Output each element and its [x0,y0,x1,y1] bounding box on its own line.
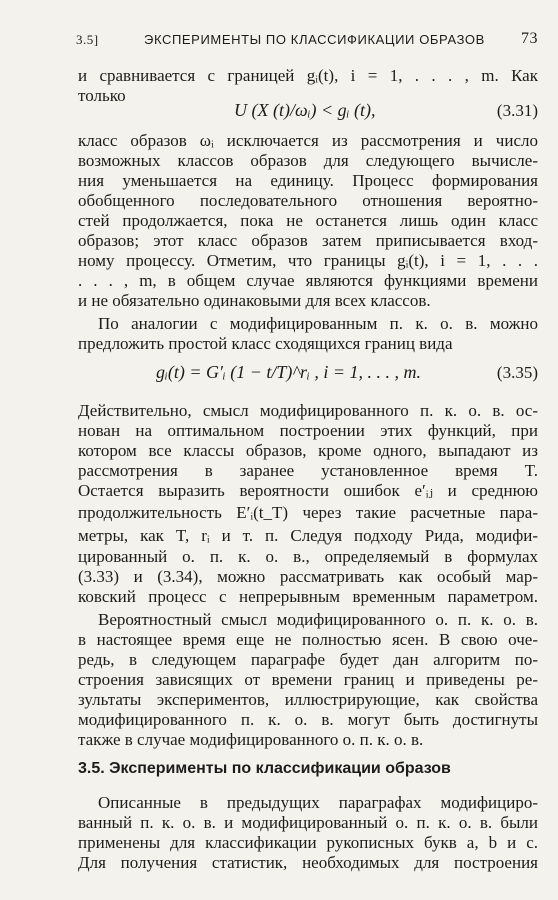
text-line: ному процессу. Отметим, что границы gᵢ(t), i = 1, . . . [78,251,538,270]
text-line: (3.33) и (3.34), можно рассматривать как особый мар- [78,567,538,586]
text-line: класс образов ωᵢ исключается из рассмотрения и число [78,131,538,150]
text-line: ковский процесс с непрерывным временным параметром. [78,587,538,606]
formula-3-35 [78,360,538,390]
text-line: Для получения статистик, необходимых для построения [78,853,538,872]
text-line: рассмотрения в заранее установленное время T. [78,461,538,480]
text-line: котором все классы образов, кроме одного, выпадают из [78,441,538,460]
text-line: нован на оптимальном построении этих функций, при [78,421,538,440]
text-line: редь, в следующем параграфе будет дан алгоритм по- [78,650,538,669]
text-line: Остается выразить вероятности ошибок e′ᵢⱼ и среднюю [78,481,538,500]
header-title: ЭКСПЕРИМЕНТЫ ПО КЛАССИФИКАЦИИ ОБРАЗОВ [144,32,485,47]
text-line: также в случае модифицированного о. п. к. о. в. [78,730,424,749]
text-line: предложить простой класс сходящихся границ вида [78,334,453,353]
text-line: ния уменьшается на единицу. Процесс формирования [78,171,538,190]
formula-expression: gᵢ(t) = G′ᵢ (1 − t/T)^rᵢ , i = 1, . . . , m. [156,362,422,382]
text-line: Действительно, смысл модифицированного п. к. о. в. ос- [78,401,538,420]
text-line: цированный о. п. к. о. в., определяемый в формулах [78,547,538,566]
formula-3-31 [78,98,538,128]
text-line: образов; этот класс образов затем приписывается вход- [78,231,538,250]
text-line: и сравнивается с границей gᵢ(t), i = 1, . . . , m. Как [78,66,538,85]
text-line: Вероятностный смысл модифицированного о. п. к. о. в. [98,610,538,629]
text-line: только [78,86,126,105]
text-line: применены для классификации рукописных букв a, b и c. [78,833,538,852]
text-line: в настоящее время еще не полностью ясен. В свою оче- [78,630,538,649]
formula-expression: U (X (t)/ωᵢ) < gᵢ (t), [234,100,376,120]
equation-number: (3.35) [496,363,538,382]
text-line: метры, как T, rᵢ и т. п. Следуя подходу Рида, модифи- [78,526,538,545]
text-line: зультаты экспериментов, иллюстрирующие, как свойства [78,690,538,709]
text-line: продолжительность E′ᵢ(t_T) через такие расчетные пара- [78,503,538,522]
text-line: возможных классов образов для следующего вычисле- [78,151,538,170]
equation-number: (3.31) [496,101,538,120]
text-line: . . . , m, в общем случае являются функциями времени [78,271,538,290]
header-section-number: 3.5] [76,32,99,47]
text-line: и не обязательно одинаковыми для всех классов. [78,291,431,310]
text-line: строения зависящих от времени границ и приведены ре- [78,670,538,689]
running-header [76,30,538,52]
text-line: модифицированного п. к. о. в. могут быть достигнуты [78,710,538,729]
page-number: 73 [521,30,538,47]
text-line: стей продолжается, пока не останется лишь один класс [78,211,538,230]
text-line: По аналогии с модифицированным п. к. о. в. можно [98,314,538,333]
text-line: обобщенного последовательного отношения вероятно- [78,191,538,210]
section-heading: 3.5. Эксперименты по классификации образов [78,760,451,777]
text-line: ванный п. к. о. в. и модифицированный о. п. к. о. в. были [78,813,538,832]
text-line: Описанные в предыдущих параграфах модифициро- [98,793,538,812]
